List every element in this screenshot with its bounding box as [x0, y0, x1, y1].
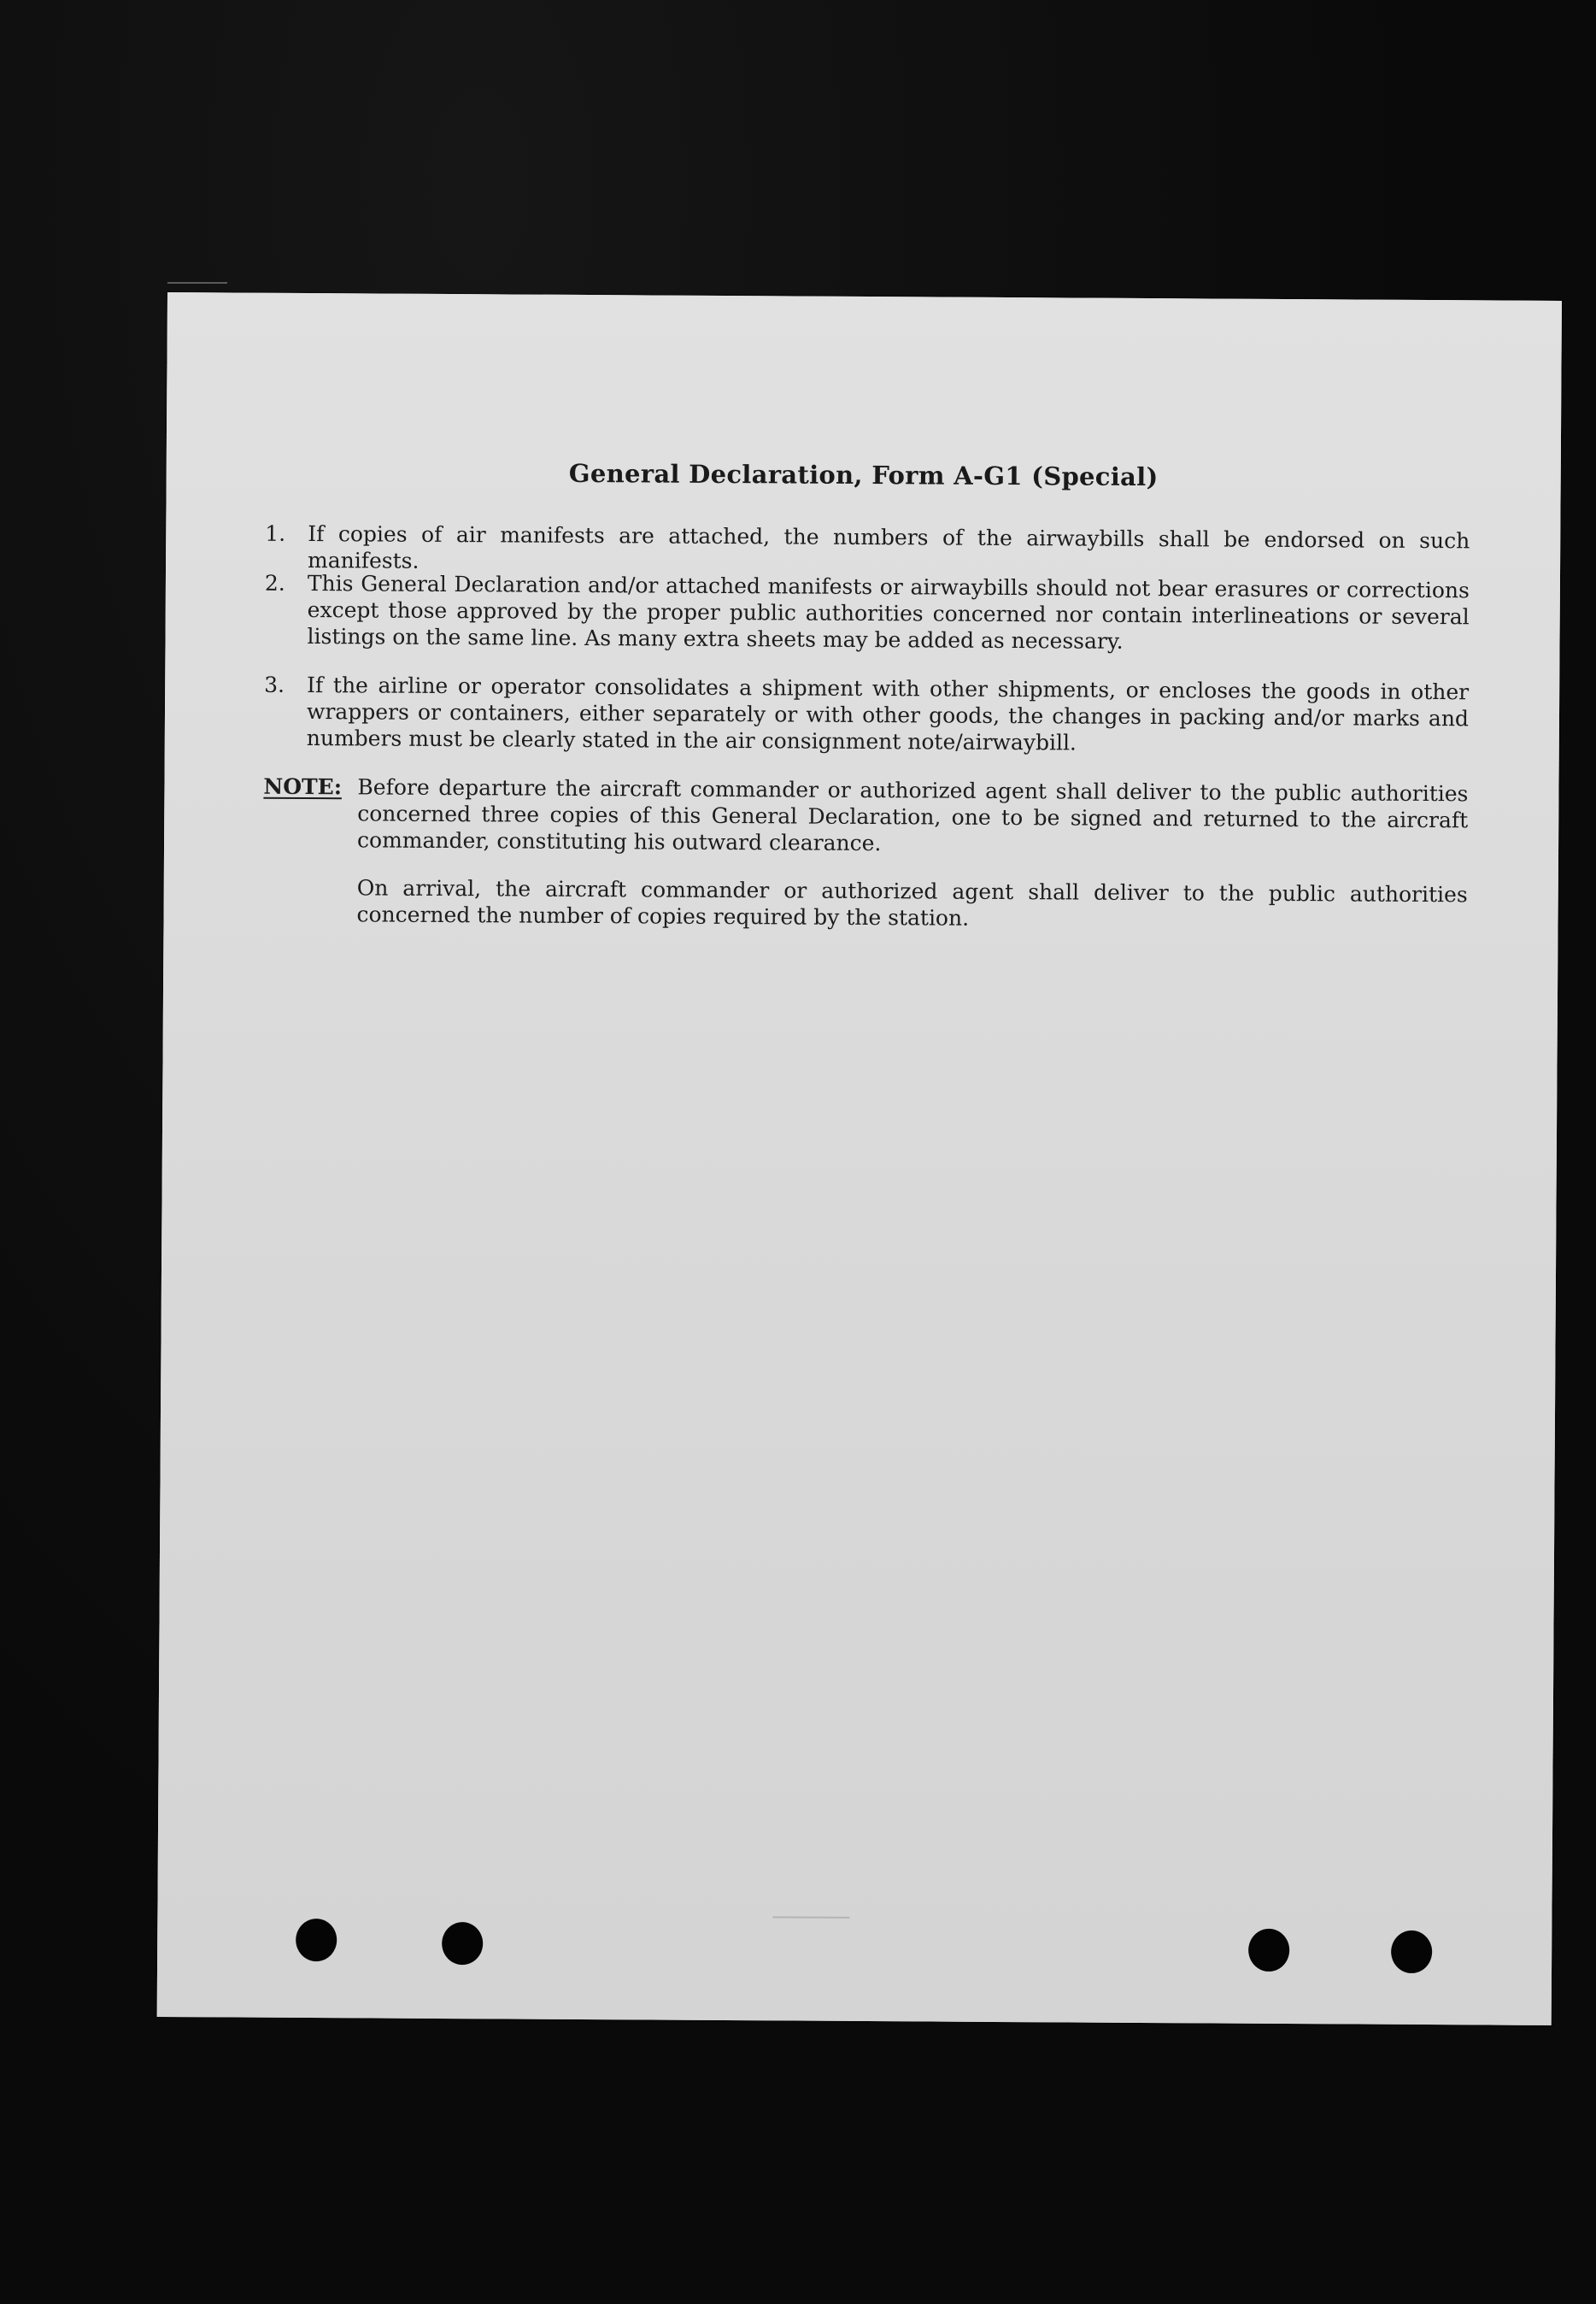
- punch-hole: [296, 1919, 337, 1961]
- list-item: [264, 672, 1470, 759]
- item-number: 1.: [265, 520, 286, 546]
- item-text: This General Declaration and/or attached manifests or airwaybills should not bear erasures or corrections except those approved by the proper public authorities concerned nor contain interlineations or several listings on the same line. As many extra sheets may be added as necessary.: [307, 571, 1470, 654]
- note-label: NOTE:: [263, 773, 343, 800]
- scan-speck: [167, 282, 227, 284]
- item-number: 2.: [264, 570, 285, 596]
- punch-hole: [1248, 1929, 1289, 1972]
- note-block: [263, 773, 1469, 861]
- note-paragraph: On arrival, the aircraft commander or authorized agent shall deliver to the public authorities concerned the number of copies required by the station.: [356, 875, 1468, 931]
- list-item: [264, 570, 1470, 657]
- scan-speck: [772, 1916, 849, 1919]
- item-text: If copies of air manifests are attached, the numbers of the airwaybills shall be endorsed on such manifests.: [307, 521, 1470, 573]
- item-text: If the airline or operator consolidates a shipment with other shipments, or encloses the goods in other wrappers or containers, either separately or with other goods, the changes in packing and/or marks and numbers must be clearly stated in the air consignment note/airwaybill.: [306, 673, 1470, 755]
- document-page: [157, 292, 1562, 2025]
- punch-hole: [442, 1922, 483, 1965]
- punch-hole: [1391, 1931, 1432, 1973]
- note-paragraph: Before departure the aircraft commander or authorized agent shall deliver to the public authorities concerned three copies of this General Declaration, one to be signed and returned to the aircraft commander, constituting his outward clearance.: [357, 774, 1469, 856]
- document-title: General Declaration, Form A-G1 (Special): [568, 458, 1159, 492]
- item-number: 3.: [264, 672, 285, 697]
